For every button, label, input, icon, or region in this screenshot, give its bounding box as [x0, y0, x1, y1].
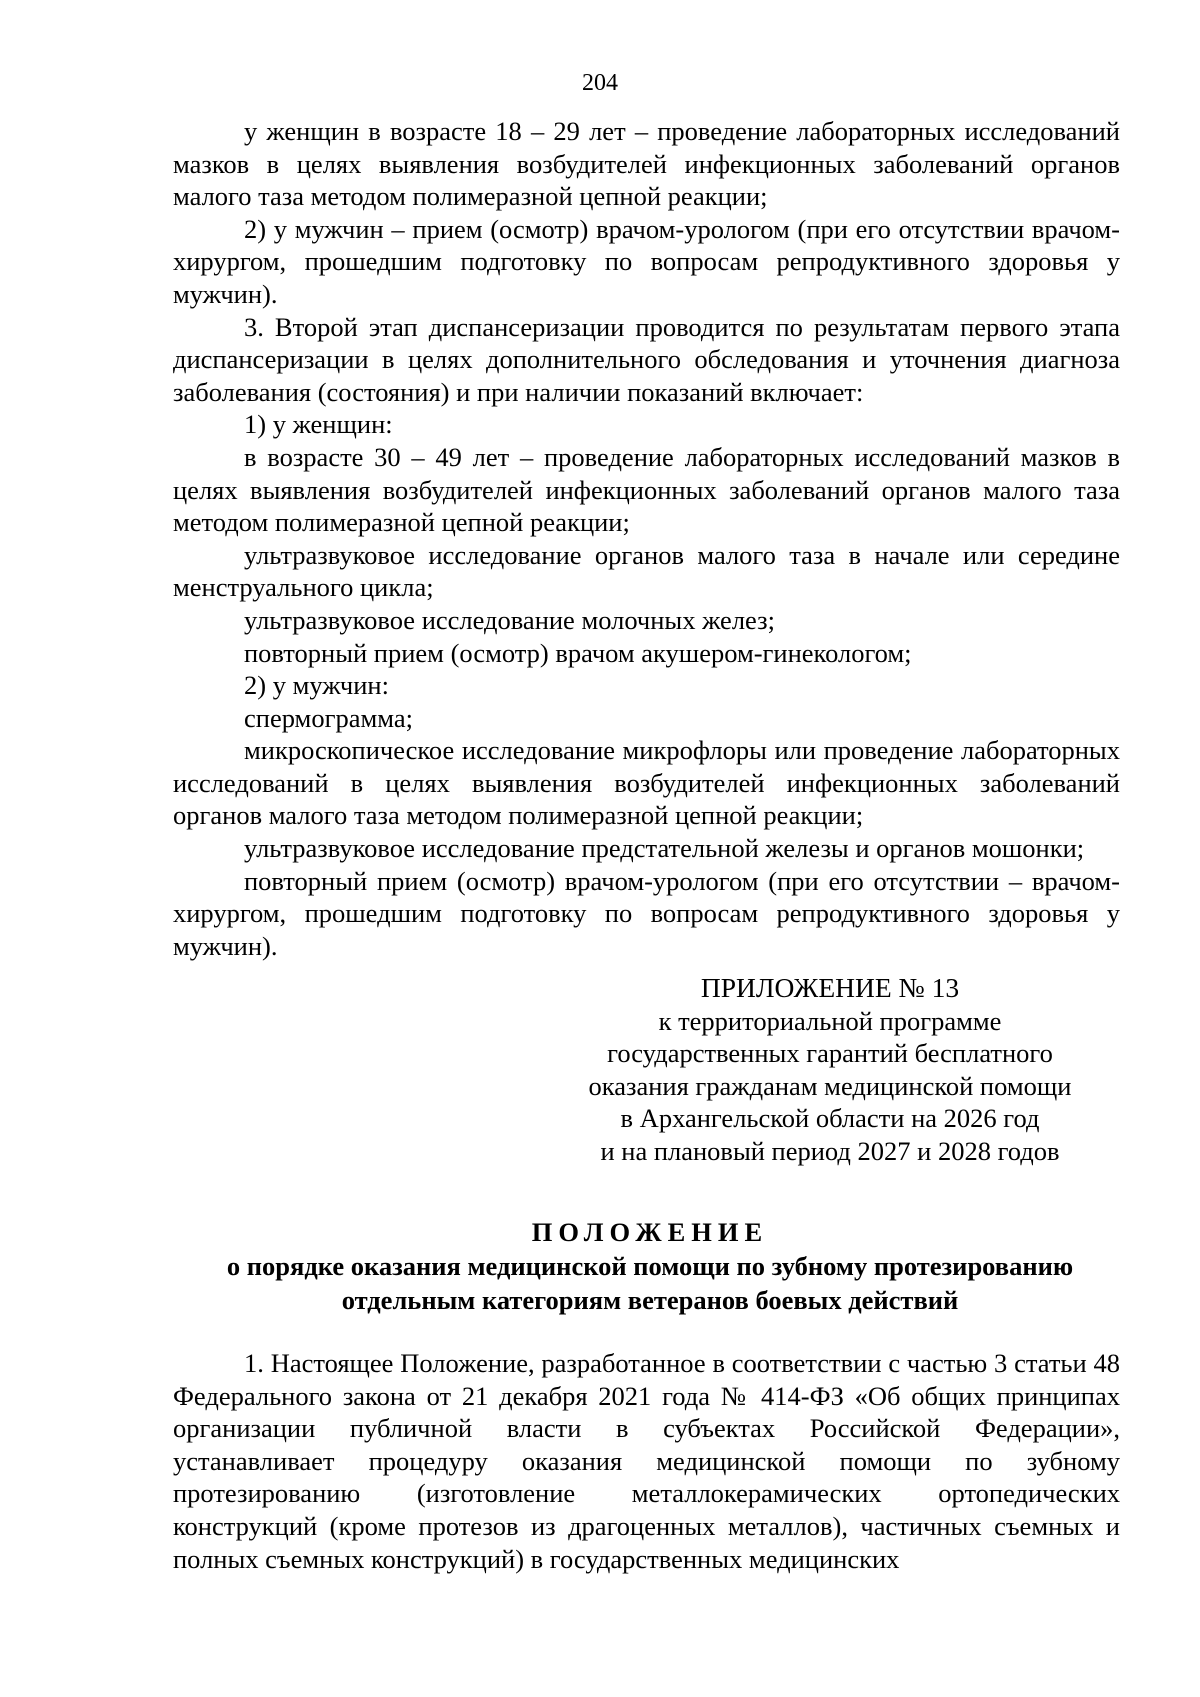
paragraph: ультразвуковое исследование органов малого таза в начале или середине менструального цикла;	[173, 539, 1120, 603]
paragraph: 1) у женщин:	[244, 409, 393, 440]
paragraph: 2) у мужчин – прием (осмотр) врачом-урологом (при его отсутствии врачом-хирургом, прошедшим подготовку по вопросам репродуктивного здоровья у мужчин).	[173, 213, 1120, 309]
appendix-line: и на плановый период 2027 и 2028 годов	[600, 1135, 1060, 1166]
appendix-line: государственных гарантий бесплатного	[607, 1038, 1053, 1069]
paragraph: микроскопическое исследование микрофлоры или проведение лабораторных исследований в целях выявления возбудителей инфекционных заболеваний органов малого таза методом полимеразной цепной реакции;	[173, 735, 1120, 831]
document-heading	[120, 1215, 1180, 1317]
page-number: 204	[582, 70, 618, 96]
section-paragraph: 1. Настоящее Положение, разработанное в соответствии с частью 3 статьи 48 Федерального закона от 21 декабря 2021 года № 414-ФЗ «Об общих принципах организации публичной власти в субъектах Российской Федерации», устанавливает процедуру оказания медицинской помощи по зубному протезированию (изготовление металлокерамических ортопедических конструкций (кроме протезов из драгоценных металлов), частичных съемных и полных съемных конструкций) в государственных медицинских	[173, 1348, 1120, 1574]
paragraph: у женщин в возрасте 18 – 29 лет – проведение лабораторных исследований мазков в целях выявления возбудителей инфекционных заболеваний органов малого таза методом полимеразной цепной реакции;	[173, 116, 1120, 212]
appendix-line: в Архангельской области на 2026 год	[620, 1103, 1040, 1134]
paragraph: спермограмма;	[244, 702, 413, 733]
appendix-title: ПРИЛОЖЕНИЕ № 13	[700, 972, 960, 1003]
paragraph: 2) у мужчин:	[244, 670, 389, 701]
appendix-line: оказания гражданам медицинской помощи	[588, 1070, 1072, 1101]
paragraph: ультразвуковое исследование предстательной железы и органов мошонки;	[244, 833, 1085, 864]
heading-subtitle-line: о порядке оказания медицинской помощи по зубному протезированию	[226, 1251, 1074, 1281]
paragraph: повторный прием (осмотр) врачом-урологом (при его отсутствии – врачом-хирургом, прошедшим подготовку по вопросам репродуктивного здоровья у мужчин).	[173, 865, 1120, 961]
paragraph: ультразвуковое исследование молочных желез;	[244, 604, 775, 635]
paragraph: повторный прием (осмотр) врачом акушером-гинекологом;	[244, 637, 912, 668]
appendix-line: к территориальной программе	[658, 1005, 1002, 1036]
section-text	[173, 1347, 1120, 1575]
paragraph: 3. Второй этап диспансеризации проводится по результатам первого этапа диспансеризации в целях дополнительного обследования и уточнения диагноза заболевания (состояния) и при наличии показаний включает:	[173, 311, 1120, 407]
appendix-block	[580, 972, 1080, 1168]
heading-subtitle-line: отдельным категориям ветеранов боевых действий	[341, 1285, 959, 1315]
paragraph: в возрасте 30 – 49 лет – проведение лабораторных исследований мазков в целях выявления возбудителей инфекционных заболеваний органов малого таза методом полимеразной цепной реакции;	[173, 441, 1120, 538]
heading-title: ПОЛОЖЕНИЕ	[531, 1217, 769, 1247]
body-text	[173, 115, 1120, 962]
